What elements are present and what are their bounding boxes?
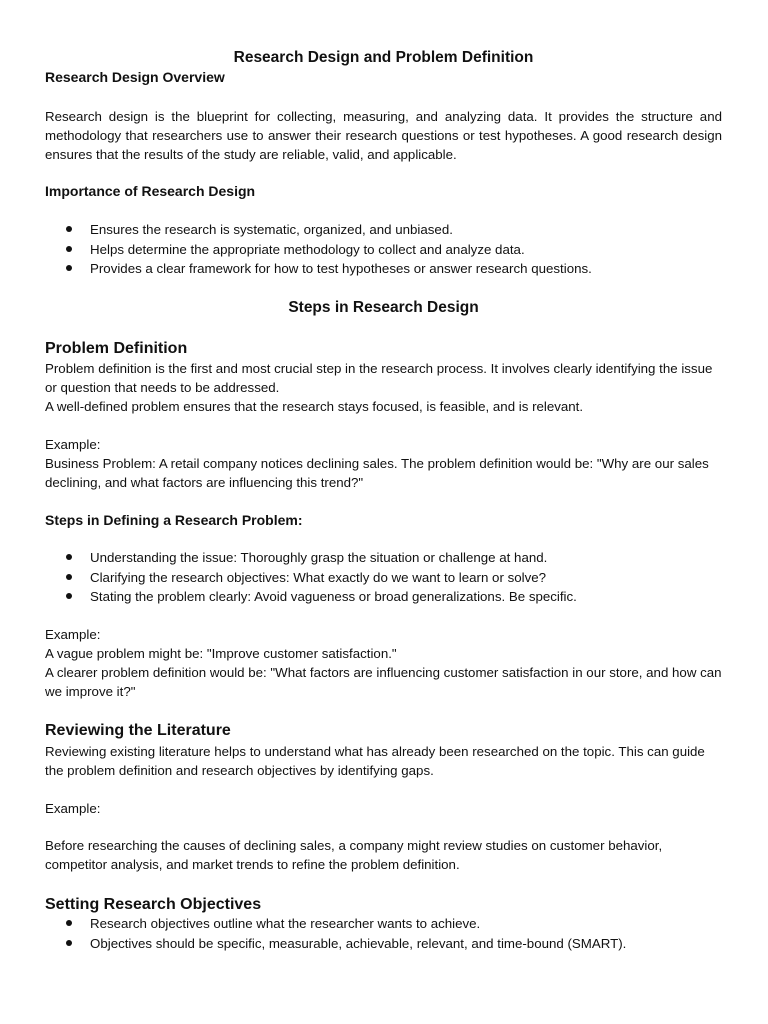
list-item: Stating the problem clearly: Avoid vagueness or broad generalizations. Be specific. [45, 587, 577, 607]
business-problem-example: Business Problem: A retail company notices declining sales. The problem definition would be: "Why are our sales declining, and what factors are influencing this trend?" [45, 456, 709, 490]
bullet-icon [66, 246, 72, 252]
bullet-icon [66, 920, 72, 926]
bullet-icon [66, 593, 72, 599]
overview-heading: Research Design Overview [45, 69, 225, 85]
example-label: Example: [45, 437, 101, 452]
problem-definition-note: A well-defined problem ensures that the research stays focused, is feasible, and is relevant. [45, 399, 584, 414]
importance-list [45, 220, 592, 279]
steps-title: Steps in Research Design [288, 299, 479, 316]
list-item: Objectives should be specific, measurable, achievable, relevant, and time-bound (SMART). [45, 934, 626, 954]
literature-example: Before researching the causes of declining sales, a company might review studies on customer behavior, competitor analysis, and market trends to refine the problem definition. [45, 838, 663, 872]
overview-paragraph: Research design is the blueprint for collecting, measuring, and analyzing data. It provides the structure and methodology that researchers use to answer their research questions or test hypotheses. A good research design ensures that the results of the study are reliable, valid, and applicable. [45, 109, 722, 162]
bullet-icon [66, 554, 72, 560]
literature-paragraph: Reviewing existing literature helps to understand what has already been researched on the topic. This can guide the problem definition and research objectives by identifying gaps. [45, 744, 705, 778]
list-item: Helps determine the appropriate methodology to collect and analyze data. [45, 240, 592, 260]
example-label: Example: [45, 801, 101, 816]
list-item: Provides a clear framework for how to test hypotheses or answer research questions. [45, 259, 592, 279]
importance-heading: Importance of Research Design [45, 183, 256, 199]
clear-problem-example: A clearer problem definition would be: "What factors are influencing customer satisfaction in our store, and how can we improve it?" [45, 665, 722, 699]
bullet-icon [66, 940, 72, 946]
example-label: Example: [45, 627, 101, 642]
document-title: Research Design and Problem Definition [233, 49, 534, 66]
list-item: Clarifying the research objectives: What exactly do we want to learn or solve? [45, 568, 577, 588]
objectives-list [45, 914, 626, 953]
list-item: Research objectives outline what the researcher wants to achieve. [45, 914, 626, 934]
objectives-heading: Setting Research Objectives [45, 896, 262, 913]
problem-definition-heading: Problem Definition [45, 340, 188, 357]
problem-definition-paragraph: Problem definition is the first and most crucial step in the research process. It involves clearly identifying the issue or question that needs to be addressed. [45, 361, 713, 395]
list-item: Ensures the research is systematic, organized, and unbiased. [45, 220, 592, 240]
bullet-icon [66, 226, 72, 232]
bullet-icon [66, 265, 72, 271]
vague-problem-example: A vague problem might be: "Improve customer satisfaction." [45, 646, 397, 661]
list-item: Understanding the issue: Thoroughly grasp the situation or challenge at hand. [45, 548, 577, 568]
defining-steps-heading: Steps in Defining a Research Problem: [45, 512, 303, 528]
defining-steps-list [45, 548, 577, 607]
literature-heading: Reviewing the Literature [45, 722, 231, 739]
bullet-icon [66, 574, 72, 580]
